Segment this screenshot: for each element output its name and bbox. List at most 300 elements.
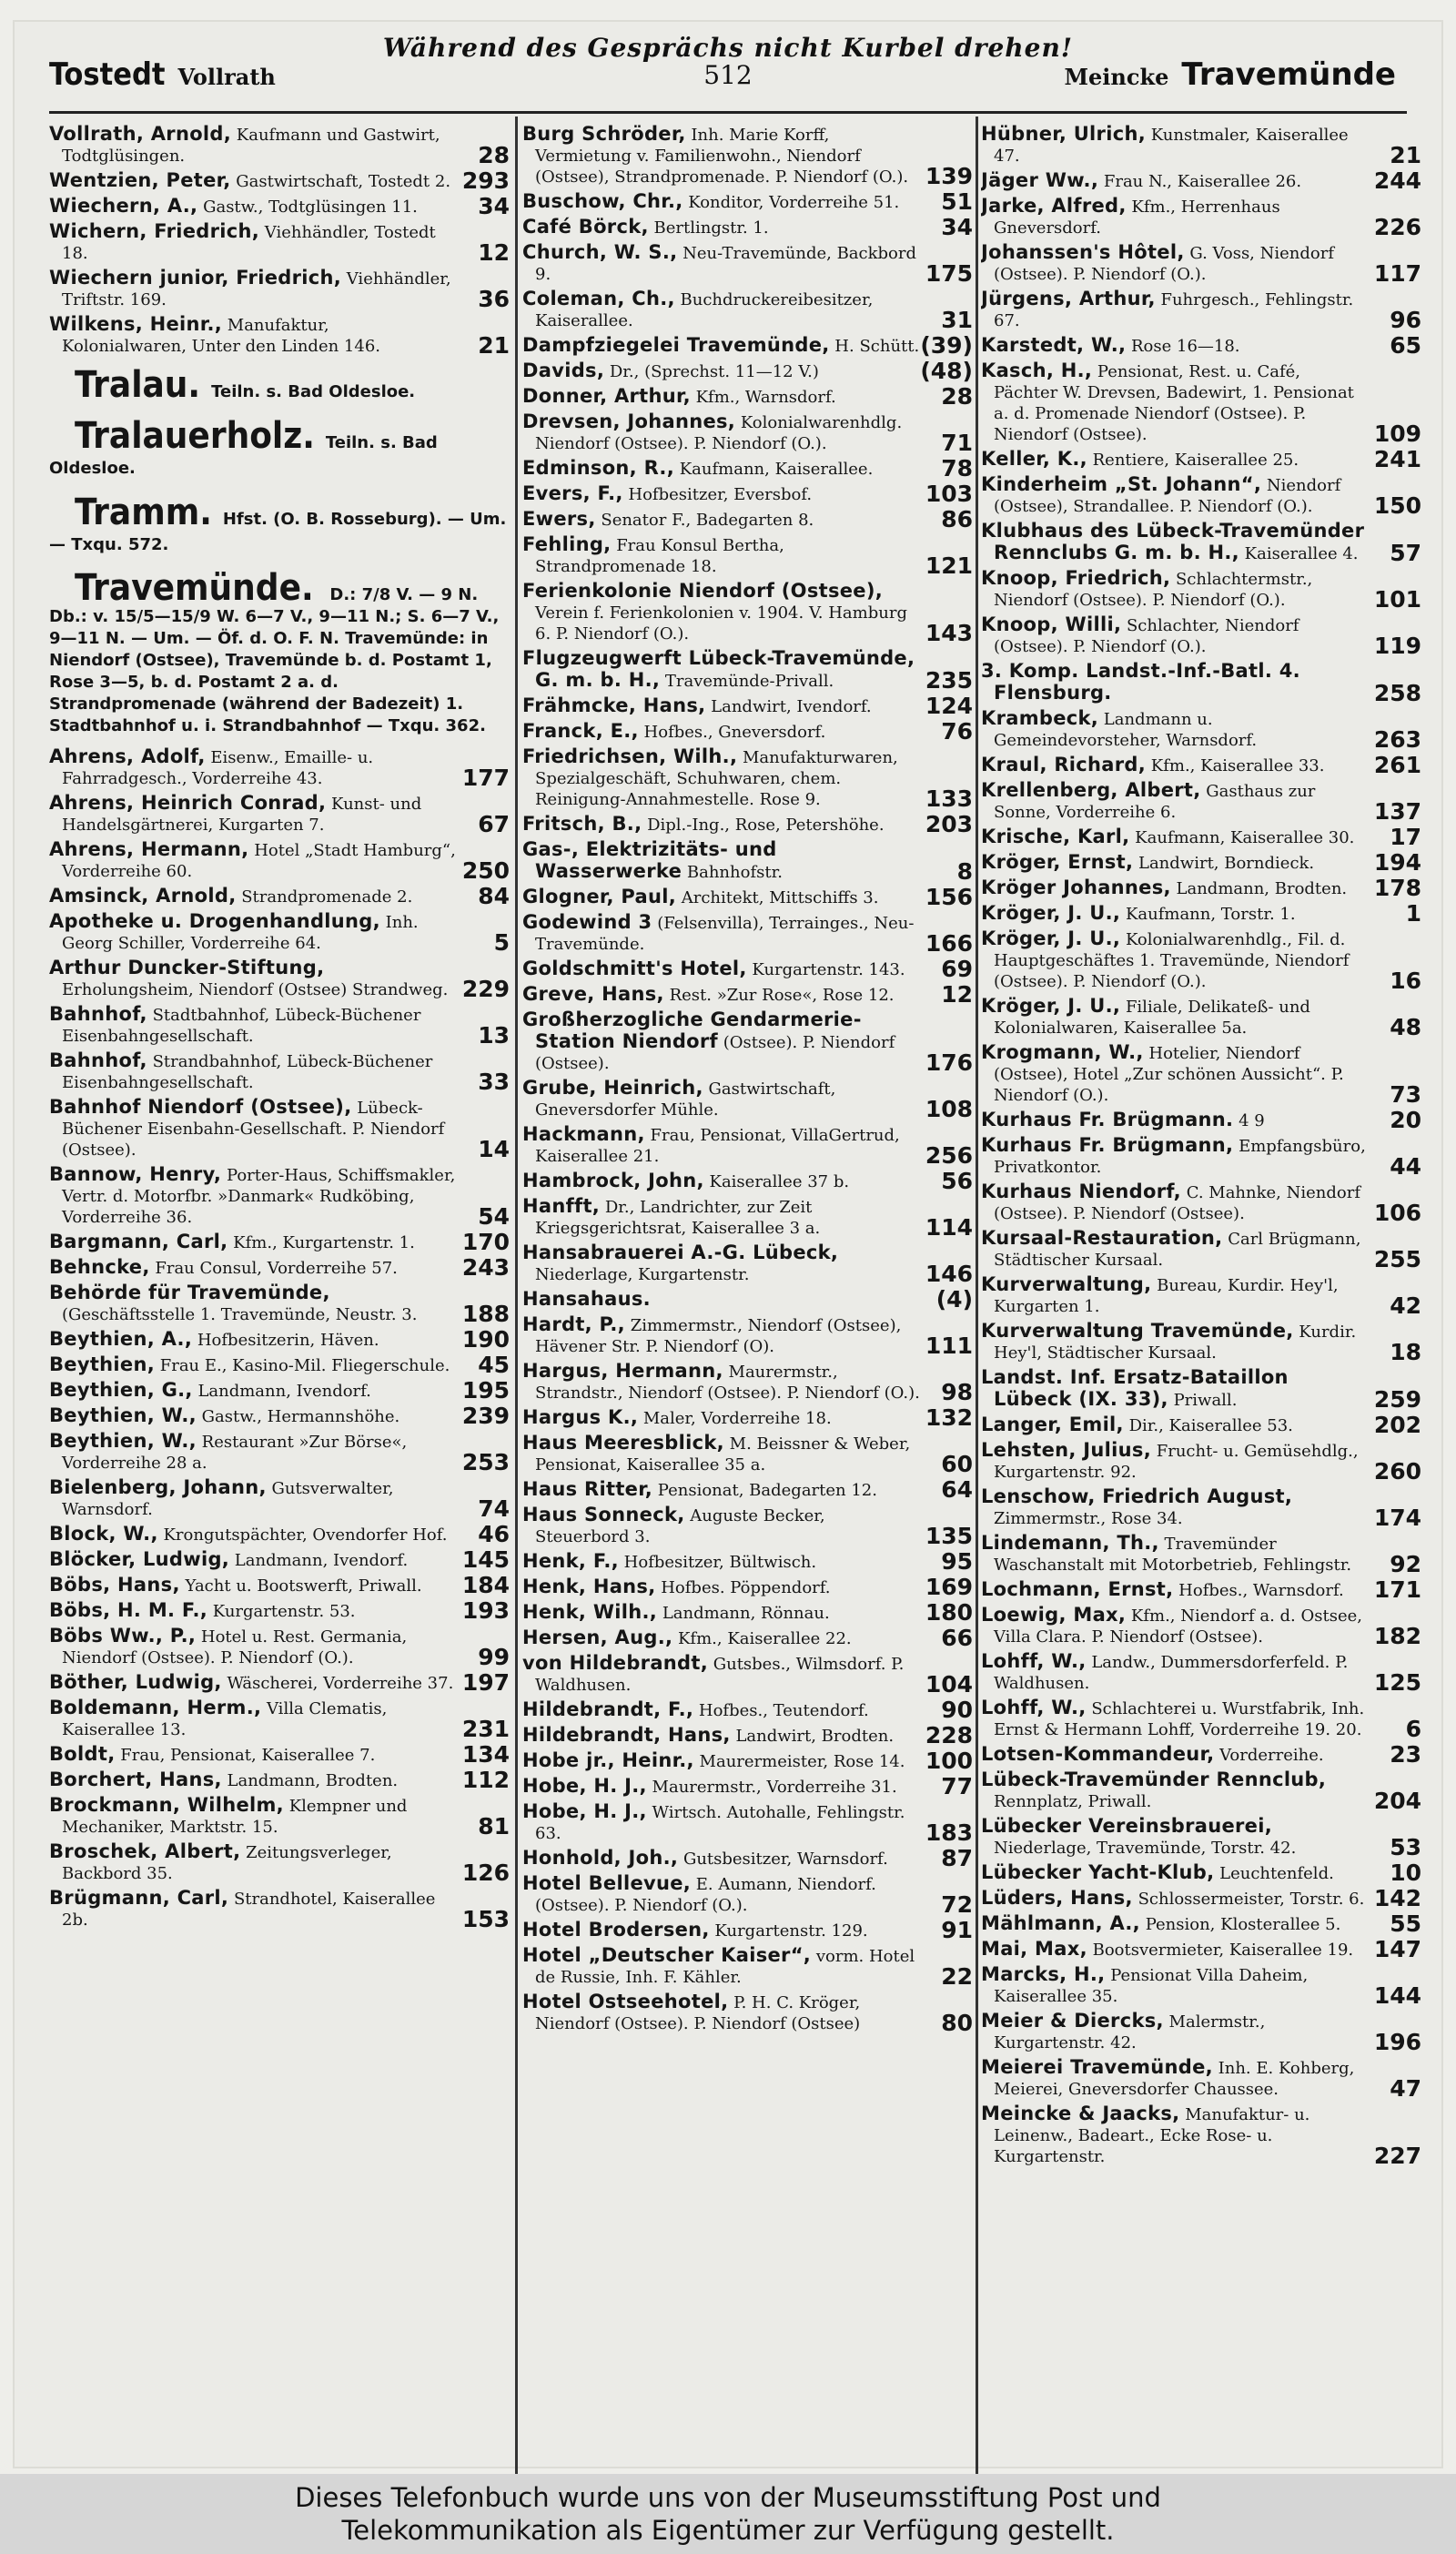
subscriber-name: Keller, K., <box>981 448 1087 470</box>
phone-number: 153 <box>461 1906 510 1932</box>
directory-entry <box>981 1910 1421 1937</box>
directory-entry <box>522 1505 973 1547</box>
directory-entry <box>522 1873 973 1916</box>
phone-number: 99 <box>478 1644 510 1670</box>
subscriber-name: von Hildebrandt, <box>522 1652 708 1674</box>
directory-entry <box>981 1741 1421 1768</box>
phone-number: 177 <box>461 765 510 791</box>
phone-number: 166 <box>925 930 973 957</box>
subscriber-name: Brügmann, Carl, <box>49 1887 229 1909</box>
subscriber-name: Kröger, J. U., <box>981 995 1121 1017</box>
subscriber-name: Meier & Diercks, <box>981 2010 1164 2032</box>
subscriber-name: Hargus K., <box>522 1406 639 1428</box>
subscriber-details: Kurgartenstr. 143. <box>752 960 905 979</box>
phone-number: 47 <box>1390 2075 1421 2102</box>
subscriber-details: Kfm., Herrenhaus Gneversdorf. <box>994 198 1280 238</box>
directory-entry <box>981 826 1421 848</box>
phone-number: 143 <box>925 620 973 646</box>
phone-number: 12 <box>941 981 973 1008</box>
subscriber-name: Ahrens, Hermann, <box>49 838 249 860</box>
subscriber-name: Davids, <box>522 360 605 381</box>
subscriber-details: Kaufmann, Kaiserallee. <box>679 460 874 479</box>
subscriber-details: Viehhändler, Tostedt 18. <box>62 223 436 263</box>
subscriber-details: Vorderreihe. <box>1219 1746 1324 1765</box>
phone-number: 1 <box>1405 900 1421 927</box>
subscriber-name: Kröger, Ernst, <box>981 851 1134 873</box>
subscriber-details: Manufaktur, Kolonialwaren, Unter den Linden 146. <box>62 316 380 356</box>
subscriber-details: Viehhändler, Triftstr. 169. <box>62 269 451 309</box>
subscriber-details: Bertlingstr. 1. <box>653 218 769 238</box>
phone-number: 80 <box>941 2010 973 2036</box>
subscriber-name: Buschow, Chr., <box>522 190 683 212</box>
directory-entry <box>49 1888 510 1931</box>
subscriber-details: Kfm., Warnsdorf. <box>695 388 836 407</box>
subscriber-details: Wirtsch. Autohalle, Fehlingstr. 63. <box>535 1803 905 1843</box>
subscriber-details: Landmann, Brodten. <box>1176 879 1348 898</box>
subscriber-name: Krellenberg, Albert, <box>981 779 1201 801</box>
subscriber-details: Dir., Kaiserallee 53. <box>1128 1416 1293 1435</box>
phone-number: (39) <box>920 332 973 359</box>
phone-number: 174 <box>1373 1505 1421 1531</box>
subscriber-name: Hackmann, <box>522 1123 645 1145</box>
subscriber-name: Kinderheim „St. Johann“, <box>981 473 1262 495</box>
phone-number: 5 <box>493 929 510 956</box>
directory-entry <box>981 780 1421 823</box>
directory-entry <box>522 1917 973 1943</box>
directory-entry <box>981 1486 1421 1529</box>
directory-entry <box>49 167 510 194</box>
subscriber-name: Boldemann, Herm., <box>49 1697 262 1718</box>
subscriber-details: Krongutspächter, Ovendorfer Hof. <box>163 1525 448 1545</box>
phone-number: 46 <box>478 1521 510 1547</box>
subscriber-name: Böther, Ludwig, <box>49 1671 222 1693</box>
subscriber-details: Bahnhofstr. <box>686 863 783 882</box>
directory-entry <box>522 1124 973 1167</box>
directory-entry <box>49 221 510 264</box>
subscriber-details: Kunstmaler, Kaiserallee 47. <box>994 126 1349 166</box>
subscriber-details: Landmann, Ivendorf. <box>197 1382 371 1401</box>
header-right-name: Meincke <box>1064 64 1169 90</box>
directory-entry <box>981 928 1421 992</box>
phone-number: 188 <box>461 1301 510 1327</box>
directory-entry <box>981 474 1421 517</box>
subscriber-name: Böbs Ww., P., <box>49 1625 197 1647</box>
subscriber-details: Senator F., Badegarten 8. <box>601 511 814 530</box>
subscriber-name: Lehsten, Julius, <box>981 1439 1151 1461</box>
phone-number: 103 <box>925 481 973 507</box>
subscriber-details: Frucht- u. Gemüsehdlg., Kurgartenstr. 92. <box>994 1442 1359 1482</box>
phone-number: 14 <box>478 1136 510 1162</box>
subscriber-name: Krische, Karl, <box>981 826 1130 847</box>
subscriber-name: Gas-, Elektrizitäts- und Wasserwerke <box>522 838 777 882</box>
subscriber-name: 3. Komp. Landst.-Inf.-Batl. 4. Flensburg. <box>981 660 1300 704</box>
phone-number: 71 <box>941 430 973 456</box>
directory-entry <box>49 1669 510 1696</box>
phone-number: 126 <box>461 1860 510 1886</box>
directory-entry <box>981 1964 1421 2007</box>
subscriber-name: Beythien, G., <box>49 1379 193 1401</box>
subscriber-name: Kröger Johannes, <box>981 877 1171 898</box>
phone-number: 144 <box>1373 1982 1421 2009</box>
subscriber-details: Frau, Pensionat, VillaGertrud, Kaiserallee 21. <box>535 1126 900 1166</box>
subscriber-name: Hersen, Aug., <box>522 1627 673 1648</box>
subscriber-name: Kurhaus Niendorf, <box>981 1181 1181 1202</box>
directory-entry <box>981 1936 1421 1962</box>
directory-entry <box>49 1097 510 1160</box>
footer-line-1: Dieses Telefonbuch wurde uns von der Museumsstiftung Post und <box>295 2482 1161 2513</box>
subscriber-details: Hofbes. Pöppendorf. <box>661 1578 831 1597</box>
phone-number: 112 <box>461 1767 510 1793</box>
phone-number: 195 <box>461 1377 510 1404</box>
subscriber-details: C. Mahnke, Niendorf (Ostsee). P. Niendorf (Ostsee). <box>994 1183 1360 1223</box>
subscriber-details: Schlachter, Niendorf (Ostsee). P. Niendorf (O.). <box>994 616 1299 656</box>
subscriber-details: Buchdruckereibesitzer, Kaiserallee. <box>535 290 874 330</box>
subscriber-name: Hotel „Deutscher Kaiser“, <box>522 1944 812 1966</box>
phone-number: 101 <box>1373 586 1421 613</box>
subscriber-details: Frau, Pensionat, Kaiserallee 7. <box>120 1746 376 1765</box>
phone-number: 51 <box>941 188 973 215</box>
subscriber-name: Großherzogliche Gendarmerie-Station Niendorf <box>522 1008 862 1052</box>
phone-number: 78 <box>941 455 973 481</box>
directory-entry <box>522 1722 973 1748</box>
phone-number: 108 <box>925 1096 973 1122</box>
directory-entry <box>981 849 1421 876</box>
phone-number: 65 <box>1390 332 1421 359</box>
subscriber-details: Verein f. Ferienkolonien v. 1904. V. Hamburg 6. P. Niendorf (O.). <box>535 603 907 644</box>
directory-entry <box>522 839 973 883</box>
directory-entry <box>981 2103 1421 2167</box>
phone-number: 250 <box>461 857 510 884</box>
phone-number: 150 <box>1373 492 1421 519</box>
directory-entry <box>981 242 1421 285</box>
directory-entry <box>522 411 973 454</box>
subscriber-details: Schlossermeister, Torstr. 6. <box>1138 1890 1365 1909</box>
subscriber-details: G. Voss, Niendorf (Ostsee). P. Niendorf (O.). <box>994 244 1335 284</box>
subscriber-details: Empfangsbüro, Privatkontor. <box>994 1137 1366 1177</box>
subscriber-name: Bahnhof Niendorf (Ostsee), <box>49 1096 352 1118</box>
directory-entry <box>49 314 510 357</box>
directory-entry <box>981 1228 1421 1271</box>
phone-number: 33 <box>478 1069 510 1095</box>
subscriber-name: Kröger, J. U., <box>981 927 1121 949</box>
subscriber-details: Kfm., Kaiserallee 33. <box>1150 756 1325 775</box>
directory-entry <box>522 746 973 810</box>
phone-number: 12 <box>478 239 510 266</box>
phone-number: 146 <box>925 1261 973 1287</box>
directory-entry <box>981 2011 1421 2053</box>
subscriber-details: Maurermstr., Vorderreihe 31. <box>652 1778 897 1797</box>
phone-number: 147 <box>1373 1936 1421 1962</box>
directory-entry <box>981 1181 1421 1224</box>
subscriber-details: Landmann, Ivendorf. <box>234 1551 409 1570</box>
directory-entry <box>522 124 973 187</box>
phone-number: 235 <box>925 667 973 694</box>
subscriber-details: Landwirt, Borndieck. <box>1138 854 1315 873</box>
subscriber-details: Kurgartenstr. 53. <box>212 1602 356 1621</box>
subscriber-name: Bannow, Henry, <box>49 1163 222 1185</box>
subscriber-name: Haus Ritter, <box>522 1478 653 1500</box>
phone-number: 92 <box>1390 1551 1421 1577</box>
directory-entry <box>522 1476 973 1503</box>
subscriber-details: Restaurant »Zur Börse«, Vorderreihe 28 a. <box>62 1433 408 1473</box>
subscriber-details: Kaufmann und Gastwirt, Todtglüsingen. <box>62 126 440 166</box>
subscriber-name: Wentzien, Peter, <box>49 169 231 191</box>
subscriber-name: Evers, F., <box>522 482 623 504</box>
subscriber-name: Lübecker Yacht-Klub, <box>981 1861 1215 1883</box>
place-note: Teiln. s. Bad Oldesloe. <box>49 433 438 478</box>
subscriber-name: Wiechern, A., <box>49 195 198 217</box>
subscriber-name: Goldschmitt's Hotel, <box>522 958 747 979</box>
subscriber-name: Knoop, Willi, <box>981 613 1122 635</box>
place-heading <box>49 492 510 557</box>
subscriber-name: Jarke, Alfred, <box>981 195 1127 217</box>
phone-number: 253 <box>461 1449 510 1475</box>
phone-number: 34 <box>478 193 510 219</box>
subscriber-details: Pension, Klosterallee 5. <box>1145 1915 1341 1934</box>
directory-entry <box>49 1841 510 1884</box>
phone-number: 263 <box>1373 726 1421 753</box>
subscriber-name: Hübner, Ulrich, <box>981 124 1146 145</box>
phone-number: 10 <box>1390 1860 1421 1886</box>
subscriber-name: Coleman, Ch., <box>522 288 675 309</box>
place-name: Tramm. <box>75 492 212 533</box>
subscriber-details: Gutsbes., Wilmsdorf. P. Waldhusen. <box>535 1655 905 1695</box>
directory-entry <box>49 1546 510 1573</box>
subscriber-name: Bahnhof, <box>49 1049 147 1071</box>
subscriber-name: Meincke & Jaacks, <box>981 2103 1180 2124</box>
directory-entry <box>522 1242 973 1285</box>
subscriber-details: Kurgartenstr. 129. <box>714 1921 868 1941</box>
subscriber-details: Zimmermstr., Niendorf (Ostsee), Hävener Str. P. Niendorf (O). <box>535 1316 902 1356</box>
phone-number: 121 <box>925 552 973 579</box>
subscriber-name: Greve, Hans, <box>522 983 664 1005</box>
directory-entry <box>522 581 973 644</box>
directory-entry <box>49 1572 510 1598</box>
place-intro <box>49 567 510 737</box>
directory-entry <box>981 289 1421 331</box>
directory-entry <box>981 1107 1421 1133</box>
subscriber-details: Kfm., Niendorf a. d. Ostsee, Villa Clara. P. Niendorf (Ostsee). <box>994 1606 1362 1647</box>
directory-entry <box>522 1196 973 1239</box>
subscriber-details: vorm. Hotel de Russie, Inh. F. Kähler. <box>535 1947 915 1987</box>
directory-entry <box>981 124 1421 167</box>
subscriber-name: Honhold, Joh., <box>522 1847 679 1869</box>
phone-number: 134 <box>461 1741 510 1768</box>
subscriber-name: Blöcker, Ludwig, <box>49 1548 230 1570</box>
phone-number: 256 <box>925 1142 973 1169</box>
directory-entry <box>49 1769 510 1791</box>
directory-entry <box>49 1405 510 1427</box>
phone-number: 239 <box>461 1403 510 1429</box>
phone-number: 57 <box>1390 540 1421 566</box>
phone-number: 226 <box>1373 214 1421 240</box>
directory-entry <box>49 193 510 219</box>
subscriber-details: Wäscherei, Vorderreihe 37. <box>227 1674 454 1693</box>
subscriber-name: Bielenberg, Johann, <box>49 1476 267 1498</box>
directory-entry <box>522 1801 973 1844</box>
header-right <box>1064 56 1396 93</box>
directory-entry <box>522 1750 973 1772</box>
subscriber-name: Apotheke u. Drogenhandlung, <box>49 910 380 932</box>
phone-number: 42 <box>1390 1292 1421 1319</box>
place-note: Teiln. s. Bad Oldesloe. <box>211 382 416 401</box>
subscriber-details: Rennplatz, Priwall. <box>994 1792 1152 1811</box>
subscriber-details: Manufakturwaren, Spezialgeschäft, Schuhwaren, chem. Reinigung-Annahmestelle. Rose 9. <box>535 748 898 809</box>
subscriber-name: Klubhaus des Lübeck-Travemünder Rennclubs G. m. b. H., <box>981 520 1365 563</box>
subscriber-name: Kurverwaltung Travemünde, <box>981 1320 1294 1342</box>
directory-entry <box>522 188 973 215</box>
footer-line-2: Telekommunikation als Eigentümer zur Verfügung gestellt. <box>341 2515 1115 2546</box>
subscriber-details: Gastwirtschaft, Tostedt 2. <box>236 172 451 191</box>
phone-number: 171 <box>1373 1576 1421 1603</box>
directory-entry <box>522 1599 973 1626</box>
subscriber-details: Strandhotel, Kaiserallee 2b. <box>62 1890 436 1930</box>
subscriber-name: Behörde für Travemünde, <box>49 1282 330 1303</box>
subscriber-name: Henk, Hans, <box>522 1576 656 1597</box>
footer-note <box>0 2474 1456 2554</box>
directory-entry <box>981 196 1421 238</box>
directory-entry <box>49 1326 510 1353</box>
subscriber-details: Gastw., Hermannshöhe. <box>201 1407 400 1426</box>
phone-number: 95 <box>941 1548 973 1575</box>
subscriber-name: Vollrath, Arnold, <box>49 124 232 145</box>
subscriber-name: Flugzeugwerft Lübeck-Travemünde, G. m. b. H., <box>522 647 915 691</box>
phone-number: 48 <box>1390 1014 1421 1040</box>
directory-entry <box>522 1168 973 1194</box>
directory-entry <box>981 2057 1421 2100</box>
directory-entry <box>522 1576 973 1598</box>
subscriber-name: Café Börck, <box>522 216 649 238</box>
subscriber-details: Eisenw., Emaille- u. Fahrradgesch., Vorderreihe 43. <box>62 748 374 788</box>
subscriber-name: Boldt, <box>49 1743 116 1765</box>
subscriber-details: Hotel „Stadt Hamburg“, Vorderreihe 60. <box>62 841 456 881</box>
subscriber-details: Gutsverwalter, Warnsdorf. <box>62 1479 394 1519</box>
directory-entry <box>49 1795 510 1838</box>
subscriber-details: (Geschäftsstelle 1. Travemünde, Neustr. 3. <box>62 1305 418 1324</box>
directory-entry <box>522 1433 973 1475</box>
phone-number: 194 <box>1373 849 1421 876</box>
phone-number: 13 <box>478 1022 510 1049</box>
subscriber-name: Kasch, H., <box>981 360 1093 381</box>
directory-entry <box>522 1009 973 1074</box>
header-left-place: Tostedt <box>49 56 166 93</box>
directory-entry <box>49 1477 510 1520</box>
directory-entry <box>981 1367 1421 1411</box>
directory-entry <box>522 718 973 745</box>
directory-entry <box>981 1605 1421 1647</box>
subscriber-details: Gasthaus zur Sonne, Vorderreihe 6. <box>994 782 1316 822</box>
subscriber-name: Kurhaus Fr. Brügmann, <box>981 1134 1234 1156</box>
phone-number: 197 <box>461 1669 510 1696</box>
directory-entry <box>981 360 1421 445</box>
header-left-name: Vollrath <box>177 64 276 90</box>
subscriber-details: Fuhrgesch., Fehlingstr. 67. <box>994 290 1354 330</box>
phone-number: 96 <box>1390 307 1421 333</box>
column-divider <box>976 117 978 2483</box>
phone-number: 231 <box>461 1716 510 1742</box>
subscriber-name: Hargus, Hermann, <box>522 1360 723 1382</box>
subscriber-details: Kfm., Kurgartenstr. 1. <box>233 1233 415 1252</box>
subscriber-details: Inh. Georg Schiller, Vorderreihe 64. <box>62 913 419 953</box>
phone-number: 18 <box>1390 1339 1421 1365</box>
directory-entry <box>981 1862 1421 1884</box>
subscriber-name: Krogmann, W., <box>981 1041 1144 1063</box>
directory-entry <box>981 521 1421 564</box>
place-service-info: D.: 7/8 V. — 9 N. Db.: v. 15/5—15/9 W. 6—7 V., 9—11 N.; S. 6—7 V., 9—11 N. — Um. — Öf. d. O. F. N. Travemünde: in Niendorf (Ostsee), Travemünde b. d. Postamt 1, Rose 3—5, b. d. Postamt 2 a. d. Strandpromenade (während der Badezeit) 1. Stadtbahnhof u. i. Strandbahnhof — Txqu. 362. <box>49 585 500 735</box>
directory-entry <box>49 839 510 882</box>
directory-entry <box>981 1651 1421 1694</box>
phone-number: 228 <box>925 1722 973 1748</box>
subscriber-name: Hansabrauerei A.-G. Lübeck, <box>522 1242 839 1263</box>
subscriber-details: Auguste Becker, Steuerbord 3. <box>535 1506 825 1546</box>
phone-number: 44 <box>1390 1153 1421 1180</box>
phone-number: 54 <box>478 1203 510 1230</box>
header-rule <box>49 111 1407 114</box>
subscriber-details: Niederlage, Kurgartenstr. <box>535 1265 750 1284</box>
directory-entry <box>981 167 1421 194</box>
subscriber-name: Frähmcke, Hans, <box>522 694 706 716</box>
directory-entry <box>981 1769 1421 1812</box>
phone-number: 91 <box>941 1917 973 1943</box>
phone-number: 180 <box>925 1599 973 1626</box>
subscriber-details: Kaiserallee 4. <box>1244 544 1359 563</box>
subscriber-details: Niendorf (Ostsee), Strandallee. P. Niendorf (O.). <box>994 476 1341 516</box>
subscriber-name: Henk, Wilh., <box>522 1601 658 1623</box>
subscriber-name: Broschek, Albert, <box>49 1840 241 1862</box>
directory-entry <box>981 900 1421 927</box>
directory-entry <box>981 1533 1421 1576</box>
subscriber-details: Kaufmann, Torstr. 1. <box>1125 905 1296 924</box>
subscriber-name: Lohff, W., <box>981 1650 1087 1672</box>
subscriber-details: Landwirt, Ivendorf. <box>711 697 872 716</box>
subscriber-details: Priwall. <box>1173 1391 1238 1410</box>
phone-number: 119 <box>1373 633 1421 659</box>
phone-number: 244 <box>1373 167 1421 194</box>
phone-number: 53 <box>1390 1834 1421 1860</box>
directory-entry <box>49 1254 510 1281</box>
phone-number: 258 <box>1373 680 1421 706</box>
subscriber-details: H. Schütt. <box>834 337 920 356</box>
subscriber-details: Porter-Haus, Schiffsmakler, Vertr. d. Motorfbr. »Danmark« Rudköbing, Vorderreihe 36. <box>62 1166 456 1227</box>
phone-number: 125 <box>1373 1669 1421 1696</box>
directory-entry <box>522 1653 973 1696</box>
phone-number: 111 <box>925 1333 973 1359</box>
subscriber-details: Architekt, Mittschiffs 3. <box>681 888 879 907</box>
directory-entry <box>981 1414 1421 1436</box>
subscriber-name: Ahrens, Adolf, <box>49 745 206 767</box>
phone-number: 203 <box>925 811 973 837</box>
phone-number: 76 <box>941 718 973 745</box>
directory-entry <box>522 912 973 955</box>
place-heading <box>49 415 510 481</box>
phone-number: 98 <box>941 1379 973 1405</box>
subscriber-name: Hildebrandt, Hans, <box>522 1724 731 1746</box>
phone-number: 64 <box>941 1476 973 1503</box>
directory-entry <box>49 268 510 310</box>
phone-number: 28 <box>941 383 973 410</box>
directory-entry <box>981 1576 1421 1603</box>
subscriber-name: Wilkens, Heinr., <box>49 313 223 335</box>
subscriber-name: Wichern, Friedrich, <box>49 220 260 242</box>
phone-number: 77 <box>941 1773 973 1799</box>
place-heading <box>49 364 510 406</box>
phone-number: 45 <box>478 1352 510 1378</box>
phone-number: 73 <box>1390 1081 1421 1108</box>
subscriber-name: Glogner, Paul, <box>522 886 676 907</box>
subscriber-name: Lohff, W., <box>981 1697 1087 1718</box>
subscriber-details: Inh. E. Kohberg, Meierei, Gneversdorfer Chaussee. <box>994 2059 1355 2099</box>
directory-entry <box>522 1548 973 1575</box>
